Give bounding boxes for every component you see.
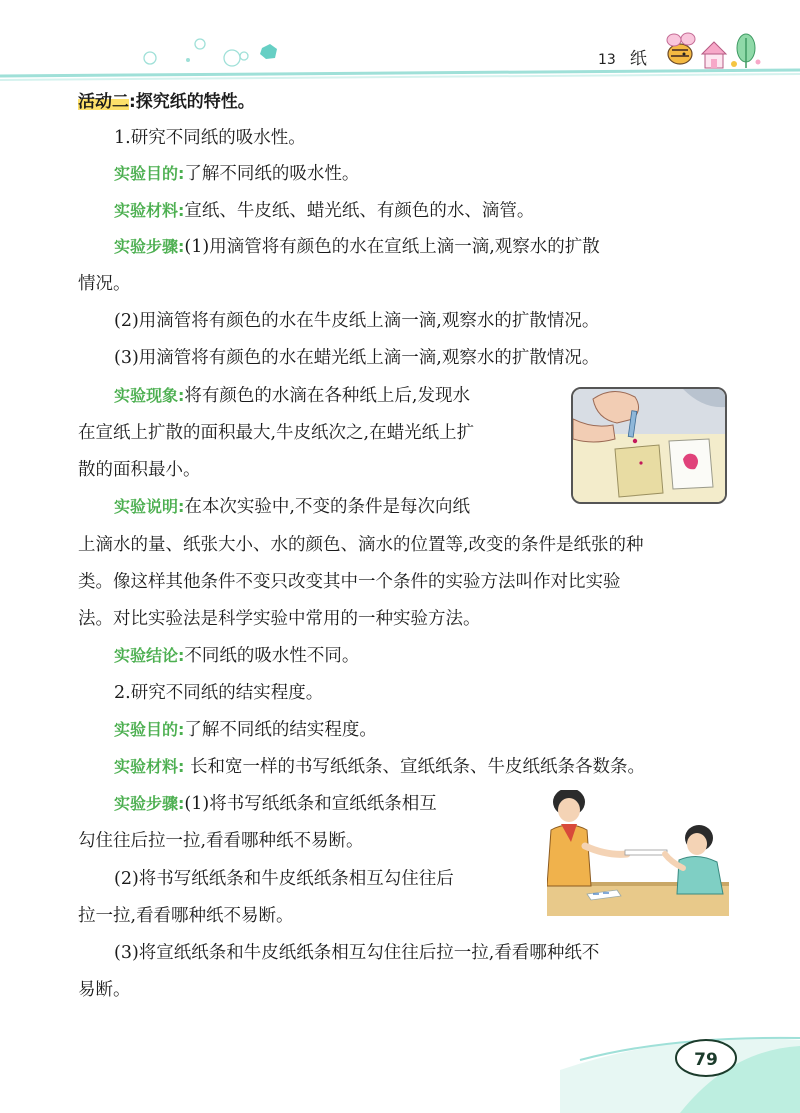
section2-step1-line1: (1)将书写纸纸条和宣纸纸条相互 — [184, 794, 437, 814]
section1-explanation-line1: 在本次实验中,不变的条件是每次向纸 — [184, 497, 470, 517]
pulling-paper-illustration-icon — [547, 790, 729, 916]
section1-materials-text: 宣纸、牛皮纸、蜡光纸、有颜色的水、滴管。 — [184, 201, 535, 221]
section2-steps-label: 实验步骤: — [114, 794, 185, 813]
content — [78, 84, 728, 1000]
chapter-title: 纸 — [629, 49, 647, 69]
section2-materials — [114, 757, 645, 777]
section1-phenomenon-label: 实验现象: — [114, 386, 185, 405]
section2-purpose-label: 实验目的: — [114, 720, 185, 739]
section2-step2-line1: (2)将书写纸纸条和牛皮纸纸条相互勾住往后 — [114, 869, 454, 889]
activity-title-highlight: 活动二 — [78, 92, 129, 112]
section1-conclusion-text: 不同纸的吸水性不同。 — [184, 646, 360, 666]
section1-explanation-line2: 上滴水的量、纸张大小、水的颜色、滴水的位置等,改变的条件是纸张的种 — [78, 535, 644, 555]
section2-heading: 2.研究不同纸的结实程度。 — [114, 683, 324, 703]
girl-left — [547, 790, 627, 886]
section1-steps-label: 实验步骤: — [114, 237, 185, 256]
section2-step3-line1: (3)将宣纸纸条和牛皮纸纸条相互勾住往后拉一拉,看看哪种纸不 — [114, 943, 600, 963]
section1-purpose-label: 实验目的: — [114, 164, 185, 183]
section1-materials-label: 实验材料: — [114, 201, 185, 220]
figure-dropper-experiment — [571, 387, 727, 504]
section1-phenomenon-line2: 在宣纸上扩散的面积最大,牛皮纸次之,在蜡光纸上扩 — [78, 423, 475, 443]
section1-step3: (3)用滴管将有颜色的水在蜡光纸上滴一滴,观察水的扩散情况。 — [114, 348, 600, 368]
section1-step2: (2)用滴管将有颜色的水在牛皮纸上滴一滴,观察水的扩散情况。 — [114, 311, 600, 331]
section2-materials-label: 实验材料: — [114, 757, 185, 776]
dropper-illustration-icon — [573, 389, 725, 502]
section1-phenomenon-line3: 散的面积最小。 — [78, 460, 201, 480]
section1-explanation — [114, 497, 470, 517]
chapter-header — [598, 44, 647, 69]
activity-title — [78, 92, 728, 112]
section1-phenomenon-line1: 将有颜色的水滴在各种纸上后,发现水 — [184, 386, 470, 406]
section1-purpose — [114, 164, 359, 184]
section2-materials-text: 长和宽一样的书写纸纸条、宣纸纸条、牛皮纸纸条各数条。 — [184, 757, 645, 777]
section2-steps — [114, 794, 437, 814]
section1-heading: 1.研究不同纸的吸水性。 — [114, 128, 306, 148]
activity-title-rest: :探究纸的特性。 — [129, 92, 255, 112]
section1-conclusion-label: 实验结论: — [114, 646, 185, 665]
section2-purpose-text: 了解不同纸的结实程度。 — [184, 720, 377, 740]
house-icon — [702, 42, 726, 68]
section1-explanation-label: 实验说明: — [114, 497, 185, 516]
section1-phenomenon — [114, 386, 470, 406]
section1-conclusion — [114, 646, 359, 666]
page-number: 79 — [694, 1050, 718, 1070]
header-illustration-icon — [658, 28, 768, 76]
section2-step3-line2: 易断。 — [78, 980, 131, 1000]
section1-explanation-line3: 类。像这样其他条件不变只改变其中一个条件的实验方法叫作对比实验 — [78, 572, 621, 592]
section1-step1-line1: (1)用滴管将有颜色的水在宣纸上滴一滴,观察水的扩散 — [184, 237, 600, 257]
section2-purpose — [114, 720, 377, 740]
section1-purpose-text: 了解不同纸的吸水性。 — [184, 164, 360, 184]
bee-icon — [667, 33, 695, 64]
section1-materials — [114, 201, 534, 221]
section1-step1-line2: 情况。 — [78, 274, 131, 294]
section1-steps — [114, 237, 600, 257]
section2-step1-line2: 勾住往后拉一拉,看看哪种纸不易断。 — [78, 831, 364, 851]
section2-step2-line2: 拉一拉,看看哪种纸不易断。 — [78, 906, 294, 926]
section1-explanation-line4: 法。对比实验法是科学实验中常用的一种实验方法。 — [78, 609, 481, 629]
chapter-number: 13 — [598, 52, 616, 68]
figure-pulling-paper — [547, 790, 729, 916]
tree-icon — [731, 34, 761, 68]
